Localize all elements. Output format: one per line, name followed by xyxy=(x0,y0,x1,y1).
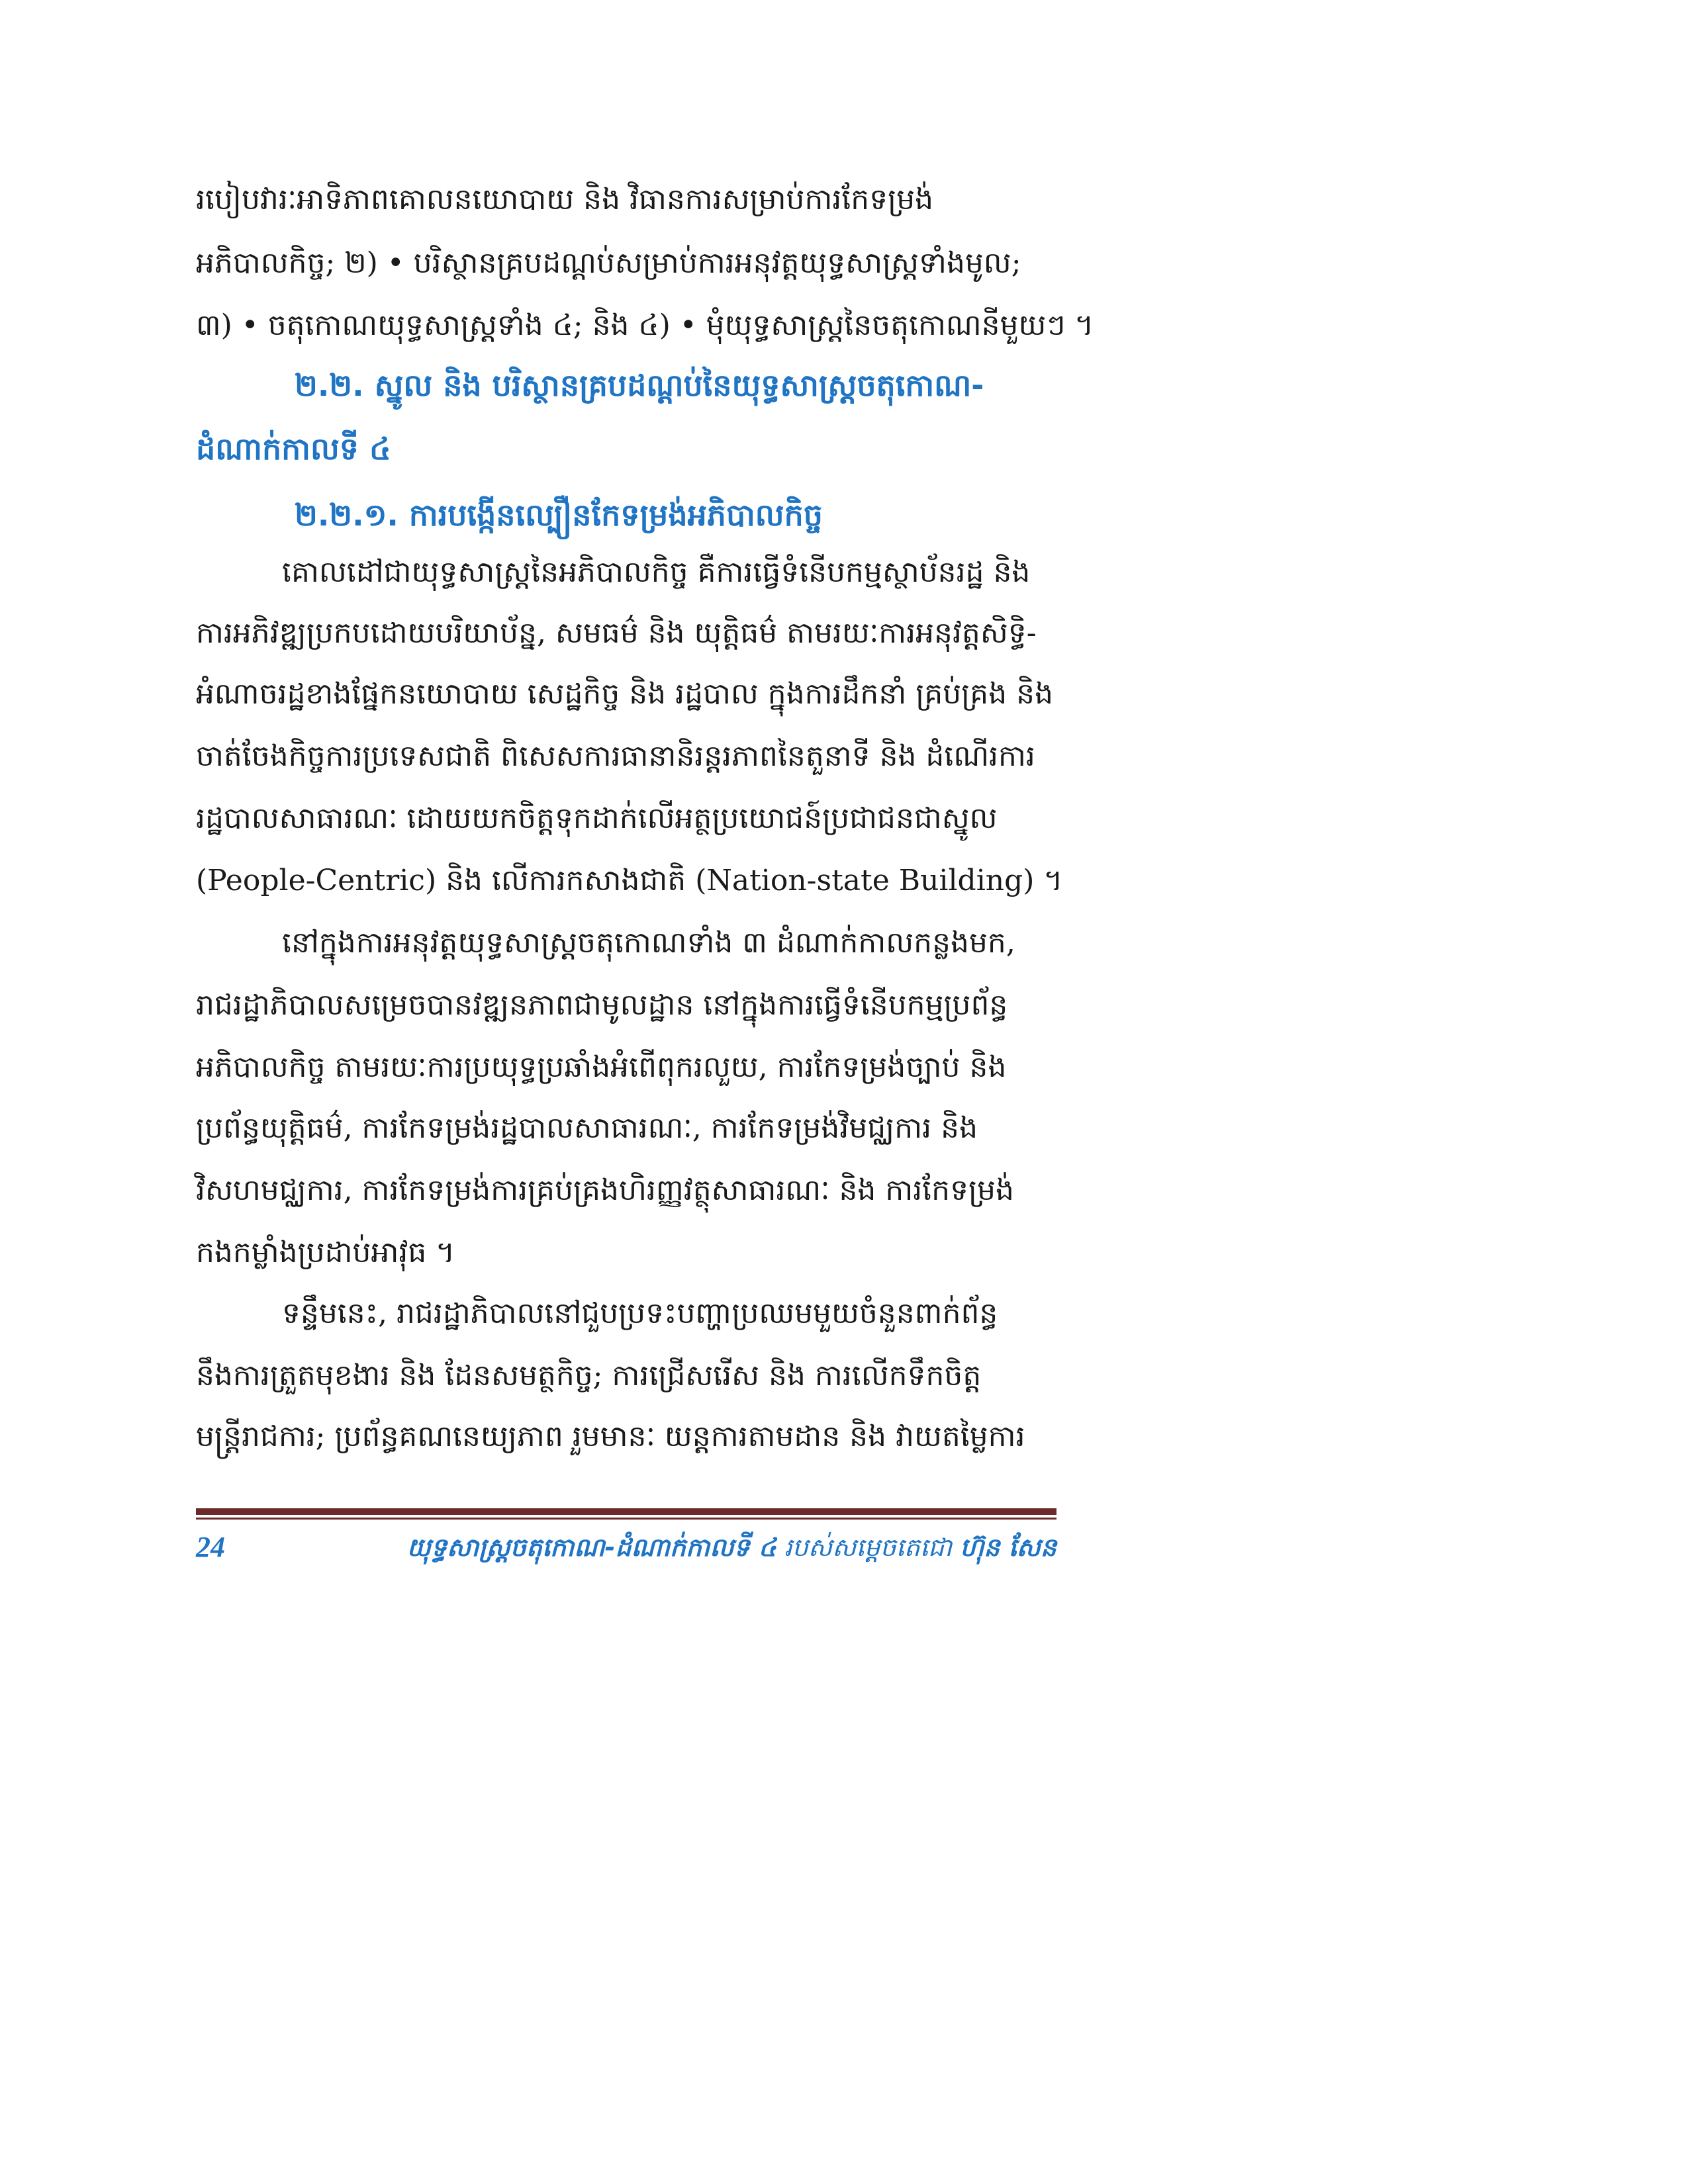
para1-line-1: គោលដៅជាយុទ្ធសាស្ត្រនៃអភិបាលកិច្ច គឺការធ្វើទំនើបកម្មស្ថាប័នរដ្ឋ និង xyxy=(282,555,1031,589)
footer-rule-thin xyxy=(196,1518,1056,1520)
page-number: 24 xyxy=(196,1531,225,1563)
para1-line-5: រដ្ឋបាលសាធារណៈ ដោយយកចិត្តទុកដាក់លើអត្ថប្រយោជន៍ប្រជាជនជាស្នូល xyxy=(196,801,998,835)
intro-line-2: អភិបាលកិច្ច; ២) • បរិស្ថានគ្របដណ្ដប់សម្រាប់ការអនុវត្តយុទ្ធសាស្ត្រទាំងមូល; xyxy=(196,246,1021,280)
running-title xyxy=(407,1531,1056,1569)
footer-rule xyxy=(196,1508,1056,1515)
para2-line-6: កងកម្លាំងប្រដាប់អាវុធ ។ xyxy=(196,1236,455,1269)
para3-line-3: មន្ត្រីរាជការ; ប្រព័ន្ធគណនេយ្យភាព រួមមានៈ យន្តការតាមដាន និង វាយតម្លៃការ xyxy=(196,1420,1025,1453)
intro-line-3: ៣) • ចតុកោណយុទ្ធសាស្ត្រទាំង ៤; និង ៤) • មុំយុទ្ធសាស្ត្រនៃចតុកោណនីមួយៗ ។ xyxy=(196,308,1094,342)
para1-line-6: (People-Centric) និង លើការកសាងជាតិ (Nation-state Building) ។ xyxy=(196,864,1063,897)
para2-line-1: នៅក្នុងការអនុវត្តយុទ្ធសាស្ត្រចតុកោណទាំង ៣ ដំណាក់កាលកន្លងមក, xyxy=(282,926,1015,960)
para3-line-2: នឹងការត្រួតមុខងារ និង ដែនសមត្ថកិច្ច; ការជ្រើសរើស និង ការលើកទឹកចិត្ត xyxy=(196,1359,982,1392)
para1-line-3: អំណាចរដ្ឋខាងផ្នែកនយោបាយ សេដ្ឋកិច្ច និង រដ្ឋបាល ក្នុងការដឹកនាំ គ្រប់គ្រង និង xyxy=(196,677,1053,711)
para2-line-5: វិសហមជ្ឈការ, ការកែទម្រង់ការគ្រប់គ្រងហិរញ្ញវត្ថុសាធារណៈ និង ការកែទម្រង់ xyxy=(196,1173,1014,1207)
running-title-main: យុទ្ធសាស្ត្រចតុកោណ-ដំណាក់កាលទី ៤ xyxy=(406,1533,776,1562)
para3-line-1: ទន្ទឹមនេះ, រាជរដ្ឋាភិបាលនៅជួបប្រទះបញ្ហាប្រឈមមួយចំនួនពាក់ព័ន្ធ xyxy=(282,1297,998,1330)
page-footer xyxy=(196,1530,1056,1563)
running-title-mid: របស់សម្ដេចតេជោ xyxy=(776,1533,961,1562)
section-heading-2-2-line-2: ដំណាក់កាលទី ៤ xyxy=(196,431,391,467)
section-heading-2-2-line-1: ២.២. ស្នូល និង បរិស្ថានគ្របដណ្តប់នៃយុទ្ធសាស្ត្រចតុកោណ- xyxy=(295,367,984,403)
intro-line-1: របៀបវារៈអាទិភាពគោលនយោបាយ និង វិធានការសម្រាប់ការកែទម្រង់ xyxy=(196,183,934,216)
para2-line-4: ប្រព័ន្ធយុត្តិធម៌, ការកែទម្រង់រដ្ឋបាលសាធារណៈ, ការកែទម្រង់វិមជ្ឈការ និង xyxy=(196,1111,978,1145)
running-title-author: ហ៊ុន សែន xyxy=(960,1533,1056,1562)
subsection-heading-2-2-1: ២.២.១. ការបង្កើនល្បឿនកែទម្រង់អភិបាលកិច្ច xyxy=(295,497,823,533)
para2-line-2: រាជរដ្ឋាភិបាលសម្រេចបានវឌ្ឍនភាពជាមូលដ្ឋាន នៅក្នុងការធ្វើទំនើបកម្មប្រព័ន្ធ xyxy=(196,988,1008,1022)
para1-line-4: ចាត់ចែងកិច្ចការប្រទេសជាតិ ពិសេសការធានានិរន្តរភាពនៃតួនាទី និង ដំណើរការ xyxy=(196,739,1035,773)
para1-line-2: ការអភិវឌ្ឍប្រកបដោយបរិយាប័ន្ន, សមធម៌ និង យុត្តិធម៌ តាមរយៈការអនុវត្តសិទ្ធិ- xyxy=(196,616,1037,650)
para2-line-3: អភិបាលកិច្ច តាមរយៈការប្រយុទ្ធប្រឆាំងអំពើពុករលួយ, ការកែទម្រង់ច្បាប់ និង xyxy=(196,1050,1007,1084)
